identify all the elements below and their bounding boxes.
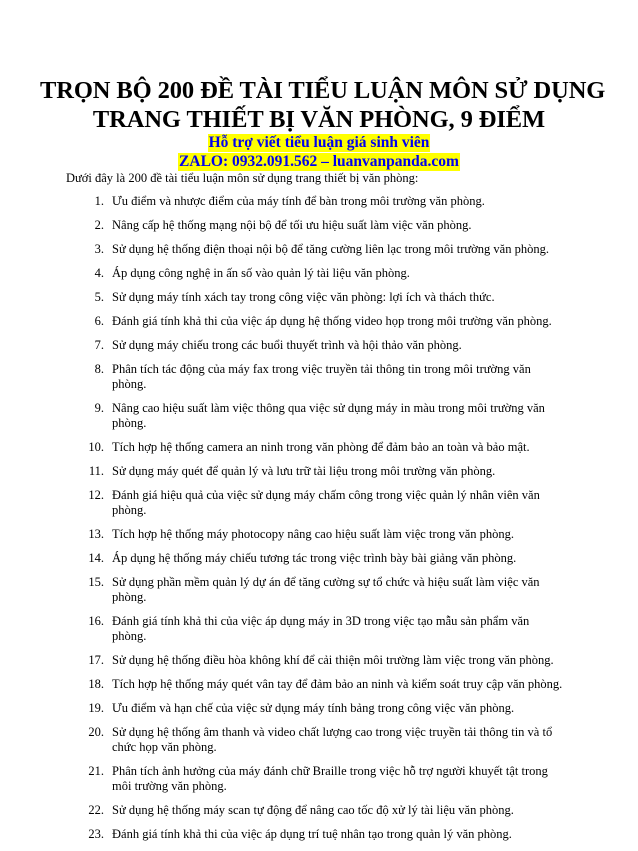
- support-banner: [0, 134, 638, 171]
- list-item: [66, 314, 566, 329]
- list-item: [66, 551, 566, 566]
- list-item: [66, 677, 566, 692]
- list-item-number: 14.: [88, 551, 104, 565]
- list-item-number: 7.: [94, 338, 104, 352]
- list-item: [66, 218, 566, 233]
- list-item-text: Sử dụng hệ thống âm thanh và video chất lượng cao trong việc truyền tải thông tin và tổ chức họp văn phòng.: [112, 725, 553, 754]
- list-item-text: Đánh giá tính khả thi của việc áp dụng máy in 3D trong việc tạo mẫu sản phẩm văn phòng.: [112, 614, 530, 643]
- list-item-text: Sử dụng hệ thống điều hòa không khí để cải thiện môi trường làm việc trong văn phòng.: [112, 653, 554, 667]
- list-item-number: 19.: [88, 701, 104, 715]
- list-item-text: Ưu điểm và nhược điểm của máy tính để bàn trong môi trường văn phòng.: [112, 194, 485, 208]
- list-item: [66, 764, 566, 794]
- list-item-number: 23.: [88, 827, 104, 841]
- list-item-text: Tích hợp hệ thống máy quét vân tay để đảm bảo an ninh và kiểm soát truy cập văn phòng.: [112, 677, 563, 691]
- list-item-text: Sử dụng hệ thống máy scan tự động để nâng cao tốc độ xử lý tài liệu văn phòng.: [112, 803, 514, 817]
- list-item-number: 21.: [88, 764, 104, 778]
- list-item: [66, 803, 566, 818]
- list-item-number: 4.: [94, 266, 104, 280]
- list-item: [66, 266, 566, 281]
- list-item: [66, 362, 566, 392]
- title-line-2: TRANG THIẾT BỊ VĂN PHÒNG, 9 ĐIỂM: [92, 106, 546, 133]
- list-item-number: 8.: [94, 362, 104, 376]
- list-item-number: 17.: [88, 653, 104, 667]
- list-item-text: Áp dụng công nghệ in ấn số vào quản lý tài liệu văn phòng.: [112, 266, 410, 280]
- list-item-text: Tích hợp hệ thống camera an ninh trong văn phòng để đảm bảo an toàn và bảo mật.: [112, 440, 530, 454]
- list-item-number: 10.: [88, 440, 104, 454]
- list-item-text: Đánh giá tính khả thi của việc áp dụng hệ thống video họp trong môi trường văn phòng.: [112, 314, 552, 328]
- list-item-text: Sử dụng hệ thống điện thoại nội bộ để tăng cường liên lạc trong môi trường văn phòng.: [112, 242, 549, 256]
- list-item-number: 3.: [94, 242, 104, 256]
- support-line-1: Hỗ trợ viết tiểu luận giá sinh viên: [208, 134, 430, 151]
- list-item-number: 20.: [88, 725, 104, 739]
- title-line-1: TRỌN BỘ 200 ĐỀ TÀI TIỂU LUẬN MÔN SỬ DỤNG: [40, 77, 606, 104]
- list-item: [66, 194, 566, 209]
- list-item: [66, 290, 566, 305]
- list-item-text: Phân tích tác động của máy fax trong việc truyền tải thông tin trong môi trường văn phòng.: [112, 362, 531, 391]
- list-item: [66, 701, 566, 716]
- list-item-number: 5.: [94, 290, 104, 304]
- list-item-number: 6.: [94, 314, 104, 328]
- list-item-text: Áp dụng hệ thống máy chiếu tương tác trong việc trình bày bài giảng văn phòng.: [112, 551, 517, 565]
- list-item: [66, 488, 566, 518]
- document-title: [40, 76, 606, 134]
- list-item-text: Đánh giá tính khả thi của việc áp dụng trí tuệ nhân tạo trong quản lý văn phòng.: [112, 827, 512, 841]
- list-item-number: 22.: [88, 803, 104, 817]
- list-item-number: 1.: [94, 194, 104, 208]
- list-item-text: Nâng cao hiệu suất làm việc thông qua việc sử dụng máy in màu trong môi trường văn phòng.: [112, 401, 545, 430]
- list-item-text: Sử dụng máy chiếu trong các buổi thuyết trình và hội thảo văn phòng.: [112, 338, 462, 352]
- list-item: [66, 464, 566, 479]
- intro-paragraph: Dưới đây là 200 đề tài tiểu luận môn sử dụng trang thiết bị văn phòng:: [66, 171, 419, 185]
- list-item-number: 9.: [94, 401, 104, 415]
- list-item-number: 12.: [88, 488, 104, 502]
- list-item-text: Phân tích ảnh hưởng của máy đánh chữ Braille trong việc hỗ trợ người khuyết tật trong môi trường văn phòng.: [112, 764, 548, 793]
- list-item: [66, 338, 566, 353]
- list-item: [66, 242, 566, 257]
- list-item: [66, 614, 566, 644]
- list-item: [66, 725, 566, 755]
- list-item-number: 16.: [88, 614, 104, 628]
- list-item-number: 11.: [88, 464, 104, 478]
- list-item-number: 15.: [88, 575, 104, 589]
- list-item: [66, 440, 566, 455]
- list-item-text: Sử dụng máy tính xách tay trong công việc văn phòng: lợi ích và thách thức.: [112, 290, 495, 304]
- list-item-text: Tích hợp hệ thống máy photocopy nâng cao hiệu suất làm việc trong văn phòng.: [112, 527, 515, 541]
- list-item: [66, 527, 566, 542]
- list-item-number: 18.: [88, 677, 104, 691]
- list-item-text: Sử dụng máy quét để quản lý và lưu trữ tài liệu trong môi trường văn phòng.: [112, 464, 496, 478]
- list-item: [66, 827, 566, 842]
- list-item-number: 2.: [94, 218, 104, 232]
- list-item: [66, 653, 566, 668]
- topic-list: [66, 194, 566, 851]
- list-item-number: 13.: [88, 527, 104, 541]
- list-item-text: Sử dụng phần mềm quản lý dự án để tăng cường sự tổ chức và hiệu suất làm việc văn phòng.: [112, 575, 540, 604]
- list-item-text: Đánh giá hiệu quả của việc sử dụng máy chấm công trong việc quản lý nhân viên văn phòng.: [112, 488, 540, 517]
- list-item-text: Ưu điểm và hạn chế của việc sử dụng máy tính bảng trong công việc văn phòng.: [112, 701, 515, 715]
- list-item: [66, 401, 566, 431]
- support-contact-link[interactable]: ZALO: 0932.091.562 – luanvanpanda.com: [179, 153, 459, 170]
- list-item-text: Nâng cấp hệ thống mạng nội bộ để tối ưu hiệu suất làm việc văn phòng.: [112, 218, 472, 232]
- list-item: [66, 575, 566, 605]
